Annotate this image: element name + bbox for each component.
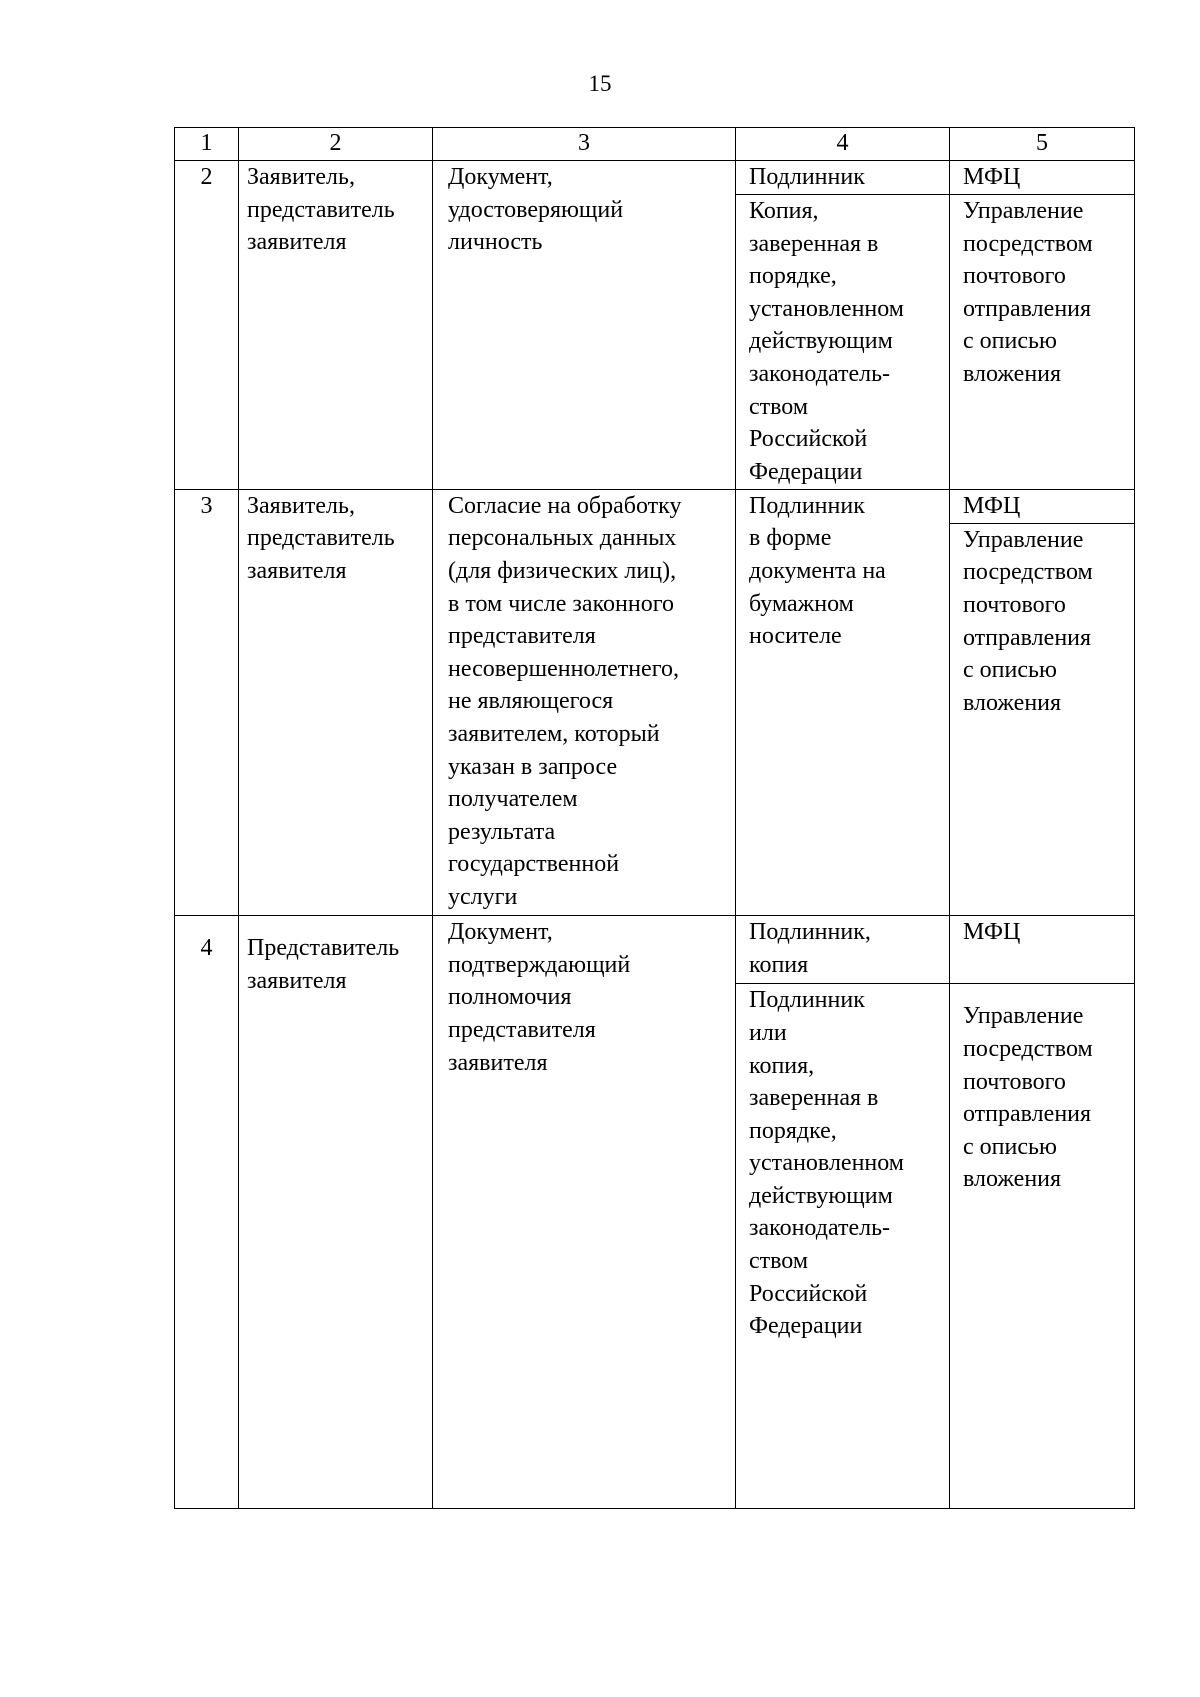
form-cell-top bbox=[736, 916, 950, 984]
channel-cell-top bbox=[950, 161, 1135, 195]
applicant-cell bbox=[239, 161, 433, 490]
document-text: Документ, удостоверяющий личность bbox=[448, 164, 624, 256]
column-number-3: 3 bbox=[433, 128, 736, 161]
channel-text-bottom: Управление посредством почтового отправления с описью вложения bbox=[963, 198, 1093, 388]
form-cell-top bbox=[736, 161, 950, 195]
row-number: 2 bbox=[175, 161, 239, 490]
channel-cell-top bbox=[950, 489, 1135, 523]
channel-text-top: МФЦ bbox=[963, 919, 1021, 946]
table-row bbox=[175, 916, 1135, 984]
form-text-top: Подлинник, копия bbox=[749, 919, 871, 978]
row-number: 4 bbox=[175, 916, 239, 1509]
applicant-text: Представитель заявителя bbox=[247, 935, 400, 994]
column-number-5: 5 bbox=[950, 128, 1135, 161]
document-cell bbox=[433, 161, 736, 490]
form-text-top: Подлинник bbox=[749, 164, 865, 191]
form-text-bottom: Копия, заверенная в порядке, установленном действующим законодатель- ством Российской Федерации bbox=[749, 198, 904, 485]
column-number-1: 1 bbox=[175, 128, 239, 161]
documents-table bbox=[174, 127, 1135, 1509]
channel-cell-top bbox=[950, 916, 1135, 984]
column-number-2: 2 bbox=[239, 128, 433, 161]
form-text-bottom: Подлинник или копия, заверенная в порядке, установленном действующим законодатель- ством Российской Федерации bbox=[749, 987, 904, 1340]
table-row bbox=[175, 161, 1135, 195]
applicant-text: Заявитель, представитель заявителя bbox=[247, 492, 395, 584]
form-cell-bottom bbox=[736, 195, 950, 490]
applicant-cell bbox=[239, 916, 433, 1509]
document-text: Согласие на обработку персональных данных (для физических лиц), в том числе законного представителя несовершеннолетнего, не являющегося заявителем, который указан в запросе получателем результата государственной услуги bbox=[448, 492, 682, 910]
document-cell bbox=[433, 489, 736, 916]
document-text: Документ, подтверждающий полномочия представителя заявителя bbox=[448, 919, 631, 1076]
channel-cell-bottom bbox=[950, 195, 1135, 490]
channel-cell-bottom bbox=[950, 523, 1135, 915]
form-text: Подлинник в форме документа на бумажном носителе bbox=[749, 492, 886, 650]
page-number: 15 bbox=[588, 71, 612, 96]
channel-text-bottom: Управление посредством почтового отправления с описью вложения bbox=[963, 1003, 1093, 1193]
channel-text-top: МФЦ bbox=[963, 164, 1021, 191]
channel-text-bottom: Управление посредством почтового отправления с описью вложения bbox=[963, 526, 1093, 716]
table-header-row bbox=[175, 128, 1135, 161]
applicant-cell bbox=[239, 489, 433, 916]
document-cell bbox=[433, 916, 736, 1509]
channel-text-top: МФЦ bbox=[963, 492, 1021, 519]
channel-cell-bottom bbox=[950, 984, 1135, 1509]
table-row bbox=[175, 489, 1135, 523]
form-cell-bottom bbox=[736, 984, 950, 1509]
column-number-4: 4 bbox=[736, 128, 950, 161]
applicant-text: Заявитель, представитель заявителя bbox=[247, 164, 395, 256]
row-number: 3 bbox=[175, 489, 239, 916]
form-cell bbox=[736, 489, 950, 916]
